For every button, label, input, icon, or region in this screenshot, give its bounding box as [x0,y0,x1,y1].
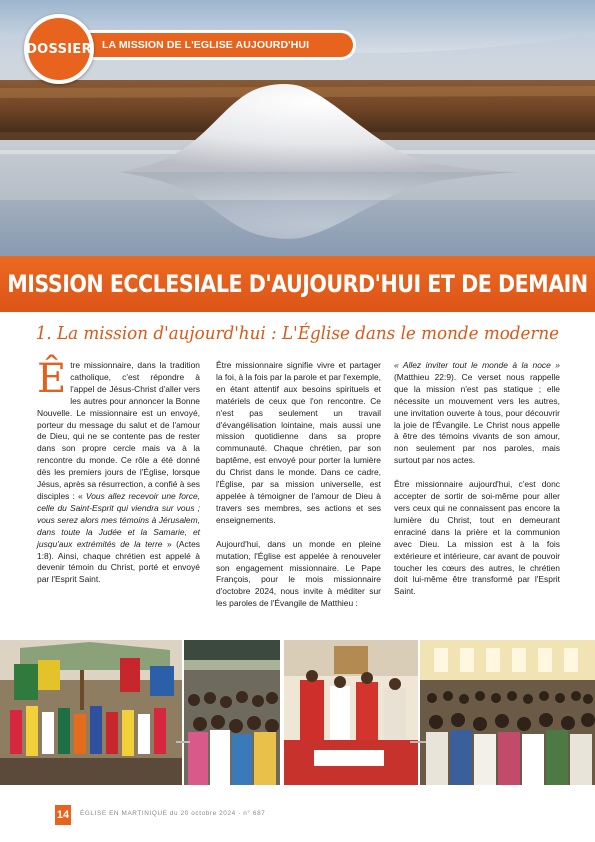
paragraph [37,356,201,586]
photo-procession [0,640,182,785]
subtitle-row [0,318,595,348]
paragraph: Être missionnaire aujourd'hui, c'est donc accepter de sortir de soi-même pour aller vers ceux qui ne connaissent pas encore la lumière du Christ, tout en demeurant enraciné dans la prière et la communion avec Dieu. La mission est à la fois extérieure et intérieure, car avant de pouvoir toucher les cœurs des autres, le chrétien doit lui-même être transformé par l'Esprit Saint. [394,479,560,597]
dossier-badge [24,14,94,84]
section-banner [84,30,356,60]
page-number: 14 [55,805,71,825]
section-banner-label: LA MISSION DE L'EGLISE AUJOURD'HUI [102,39,310,51]
article-headline: MISSION ECCLESIALE D'AUJOURD'HUI ET DE DEMAIN [7,270,588,298]
photo-connector [176,741,190,743]
photo-connector [410,741,426,743]
headline-band [0,256,595,312]
article-column-3 [394,360,560,598]
paragraph-text: tre missionnaire, dans la tradition catholique, c'est répondre à l'appel de Jésus-Christ d'aller vers les autres pour annoncer la Bonne Nouvelle. Le missionnaire est un envoyé, porteur du message du salut et de l'amour de Dieu, qui ne se contente pas de rester dans son propre cercle mais va à la rencontre du monde. Ce rôle a été donné dès les premiers jours de l'Église, lorsque Jésus, après sa résurrection, a confié à ses disciples : « [37,360,200,501]
photo-congregation [420,640,595,785]
article-column-1 [37,356,201,586]
photo-crowd [184,640,280,785]
publication-footer: ÉGLISE EN MARTINIQUE du 20 octobre 2024 · n° 687 [80,810,266,817]
paragraph: Être missionnaire signifie vivre et partager la foi, à la fois par la parole et par l'exemple, en étant attentif aux besoins spirituels et matériels de ceux que l'on rencontre. Ce n'est pas seulement un travail d'évangélisation lointaine, mais aussi une mission quotidienne dans sa propre communauté. Chaque chrétien, par son baptême, est envoyé pour porter la lumière du Christ dans le monde. Dans ce cadre, l'Église, par sa mission universelle, est appelée à témoigner de l'amour de Dieu à travers ses membres, ses actions et ses enseignements. [216,360,381,525]
dossier-label: DOSSIER [26,41,92,57]
dropcap: Ê [37,356,67,402]
paragraph-text: » (Actes 1:8). Ainsi, chaque chrétien est appelé à devenir témoin du Christ, porté et envoyé par l'Esprit Saint. [37,538,201,585]
scripture-quote: « Allez inviter tout le monde à la noce » [394,360,560,370]
paragraph-text: (Matthieu 22:9). Ce verset nous rappelle que la mission n'est pas statique ; elle nécessite un mouvement vers les autres, une invitation ouverte à tous, pour découvrir la joie de l'Évangile. Le Christ nous appelle à être des témoins vivants de son amour, non seulement par nos paroles, mais surtout par nos actes. [394,371,560,466]
article-column-2 [216,360,381,610]
photo-priests-red-vestments [284,640,418,785]
paragraph: Aujourd'hui, dans un monde en pleine mutation, l'Église est appelée à renouveler son engagement missionnaire. Le Pape François, pour le mois missionnaire d'octobre 2024, nous invite à méditer sur les paroles de l'Évangile de Matthieu : [216,538,381,609]
scripture-quote: Vous allez recevoir une force, celle du Saint-Esprit qui viendra sur vous ; vous serez alors mes témoins à Jérusalem, dans toute la Judée et la Samarie, et jusqu'aux extrémités de la terre [37,490,200,549]
article-subtitle: 1. La mission d'aujourd'hui : L'Église dans le monde moderne [35,322,560,344]
paragraph [394,360,560,467]
